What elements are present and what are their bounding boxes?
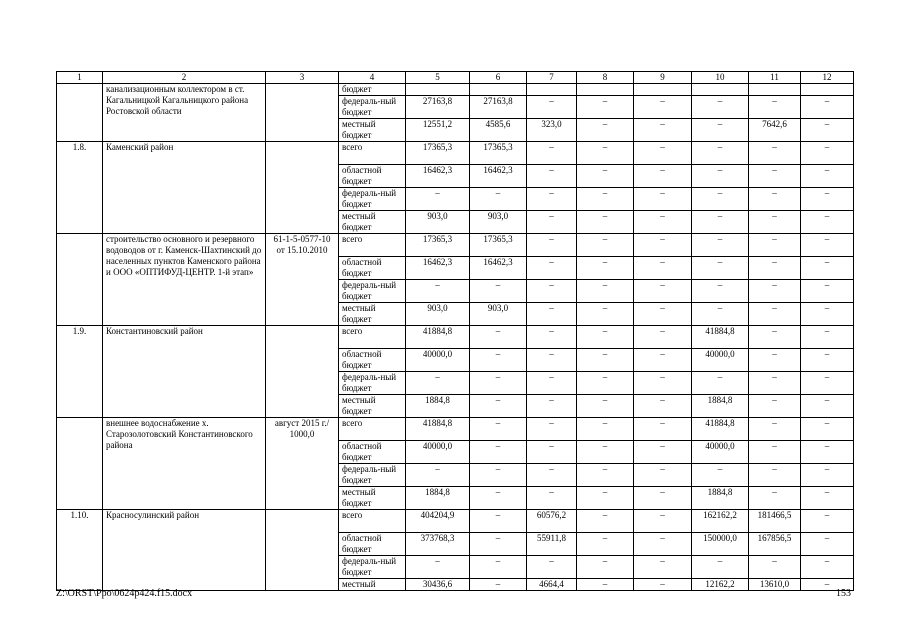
value-cell: – bbox=[527, 441, 577, 464]
value-cell: – bbox=[577, 119, 634, 142]
value-cell: – bbox=[577, 487, 634, 510]
value-cell: – bbox=[692, 280, 749, 303]
value-cell: 16462,3 bbox=[406, 257, 470, 280]
value-cell: 41884,8 bbox=[692, 418, 749, 441]
budget-source: федераль-ный бюджет bbox=[339, 464, 406, 487]
budget-source: федераль-ный бюджет bbox=[339, 556, 406, 579]
budget-table bbox=[56, 71, 854, 591]
value-cell: 40000,0 bbox=[692, 441, 749, 464]
value-cell: – bbox=[527, 418, 577, 441]
value-cell: – bbox=[634, 188, 692, 211]
value-cell: – bbox=[406, 280, 470, 303]
budget-source: областной бюджет bbox=[339, 257, 406, 280]
value-cell: – bbox=[692, 303, 749, 326]
value-cell: – bbox=[470, 533, 527, 556]
value-cell: – bbox=[470, 464, 527, 487]
value-cell: – bbox=[801, 211, 854, 234]
value-cell: 162162,2 bbox=[692, 510, 749, 533]
row-code: август 2015 г./ 1000,0 bbox=[266, 418, 339, 510]
column-header: 2 bbox=[103, 72, 266, 84]
value-cell: – bbox=[406, 464, 470, 487]
table-row bbox=[57, 510, 854, 533]
value-cell: – bbox=[577, 510, 634, 533]
value-cell: – bbox=[801, 96, 854, 119]
budget-source: всего bbox=[339, 142, 406, 165]
value-cell bbox=[577, 84, 634, 96]
value-cell: – bbox=[577, 257, 634, 280]
value-cell: – bbox=[577, 464, 634, 487]
value-cell: – bbox=[692, 211, 749, 234]
row-number: 1.9. bbox=[57, 326, 103, 418]
value-cell: – bbox=[406, 556, 470, 579]
value-cell: – bbox=[577, 395, 634, 418]
value-cell bbox=[634, 84, 692, 96]
value-cell: 373768,3 bbox=[406, 533, 470, 556]
value-cell: 167856,5 bbox=[749, 533, 801, 556]
value-cell: – bbox=[749, 257, 801, 280]
value-cell: – bbox=[749, 142, 801, 165]
page-number: 153 bbox=[836, 588, 851, 599]
value-cell: – bbox=[527, 165, 577, 188]
value-cell: – bbox=[577, 579, 634, 591]
value-cell: – bbox=[577, 441, 634, 464]
value-cell: 404204,9 bbox=[406, 510, 470, 533]
value-cell: – bbox=[470, 487, 527, 510]
value-cell: – bbox=[470, 188, 527, 211]
value-cell: 181466,5 bbox=[749, 510, 801, 533]
column-header: 4 bbox=[339, 72, 406, 84]
budget-source: местный бюджет bbox=[339, 211, 406, 234]
row-name: канализационным коллектором в ст. Кагальницкой Кагальницкого района Ростовской области bbox=[103, 84, 266, 142]
value-cell: – bbox=[801, 326, 854, 349]
value-cell: – bbox=[527, 257, 577, 280]
column-header: 3 bbox=[266, 72, 339, 84]
value-cell: 16462,3 bbox=[406, 165, 470, 188]
table-row bbox=[57, 84, 854, 96]
value-cell bbox=[470, 84, 527, 96]
value-cell: 30436,6 bbox=[406, 579, 470, 591]
value-cell: – bbox=[470, 418, 527, 441]
value-cell: – bbox=[692, 556, 749, 579]
column-header: 8 bbox=[577, 72, 634, 84]
value-cell: 17365,3 bbox=[406, 234, 470, 257]
value-cell: – bbox=[470, 372, 527, 395]
value-cell: – bbox=[801, 579, 854, 591]
column-header: 1 bbox=[57, 72, 103, 84]
value-cell: – bbox=[634, 533, 692, 556]
value-cell: 17365,3 bbox=[470, 142, 527, 165]
value-cell: – bbox=[470, 280, 527, 303]
value-cell: – bbox=[577, 211, 634, 234]
value-cell: – bbox=[577, 533, 634, 556]
column-header: 6 bbox=[470, 72, 527, 84]
value-cell: – bbox=[801, 188, 854, 211]
value-cell: – bbox=[527, 188, 577, 211]
value-cell: 27163,8 bbox=[406, 96, 470, 119]
value-cell: – bbox=[692, 234, 749, 257]
value-cell bbox=[749, 84, 801, 96]
value-cell: 17365,3 bbox=[470, 234, 527, 257]
value-cell: – bbox=[801, 464, 854, 487]
value-cell: – bbox=[801, 234, 854, 257]
row-number bbox=[57, 234, 103, 326]
value-cell: 323,0 bbox=[527, 119, 577, 142]
value-cell: – bbox=[749, 303, 801, 326]
value-cell: – bbox=[801, 257, 854, 280]
value-cell: – bbox=[749, 280, 801, 303]
value-cell: – bbox=[634, 487, 692, 510]
value-cell: – bbox=[577, 303, 634, 326]
value-cell: – bbox=[634, 303, 692, 326]
value-cell: – bbox=[577, 280, 634, 303]
value-cell: – bbox=[470, 349, 527, 372]
value-cell: 150000,0 bbox=[692, 533, 749, 556]
value-cell: 41884,8 bbox=[692, 326, 749, 349]
value-cell: – bbox=[801, 556, 854, 579]
value-cell: 1884,8 bbox=[692, 395, 749, 418]
value-cell: – bbox=[749, 211, 801, 234]
value-cell: – bbox=[527, 556, 577, 579]
value-cell: – bbox=[801, 280, 854, 303]
budget-source: областной бюджет bbox=[339, 441, 406, 464]
budget-source: всего bbox=[339, 326, 406, 349]
value-cell: 27163,8 bbox=[470, 96, 527, 119]
budget-source: всего bbox=[339, 510, 406, 533]
value-cell: 903,0 bbox=[470, 303, 527, 326]
row-code bbox=[266, 326, 339, 418]
value-cell: – bbox=[692, 372, 749, 395]
value-cell: – bbox=[692, 188, 749, 211]
value-cell: – bbox=[692, 257, 749, 280]
value-cell: – bbox=[692, 119, 749, 142]
value-cell: – bbox=[634, 464, 692, 487]
value-cell: 40000,0 bbox=[406, 441, 470, 464]
value-cell: 16462,3 bbox=[470, 257, 527, 280]
value-cell: 4664,4 bbox=[527, 579, 577, 591]
value-cell: – bbox=[527, 211, 577, 234]
value-cell: – bbox=[801, 119, 854, 142]
value-cell: – bbox=[577, 372, 634, 395]
value-cell: 17365,3 bbox=[406, 142, 470, 165]
value-cell: 13610,0 bbox=[749, 579, 801, 591]
value-cell bbox=[692, 84, 749, 96]
row-name: внешнее водоснабжение х. Старозолотовский Константиновского района bbox=[103, 418, 266, 510]
value-cell: – bbox=[749, 441, 801, 464]
value-cell: – bbox=[470, 326, 527, 349]
value-cell: – bbox=[692, 96, 749, 119]
header-row bbox=[57, 72, 854, 84]
row-code bbox=[266, 142, 339, 234]
budget-source: всего bbox=[339, 234, 406, 257]
row-name: Каменский район bbox=[103, 142, 266, 234]
value-cell: – bbox=[577, 556, 634, 579]
value-cell: – bbox=[634, 234, 692, 257]
value-cell: 1884,8 bbox=[692, 487, 749, 510]
table-row bbox=[57, 142, 854, 165]
value-cell: – bbox=[634, 211, 692, 234]
value-cell: 7642,6 bbox=[749, 119, 801, 142]
value-cell: – bbox=[577, 188, 634, 211]
value-cell: – bbox=[749, 96, 801, 119]
value-cell: – bbox=[470, 510, 527, 533]
table-row bbox=[57, 326, 854, 349]
value-cell: – bbox=[749, 556, 801, 579]
value-cell: 903,0 bbox=[470, 211, 527, 234]
row-number bbox=[57, 418, 103, 510]
budget-source: местный bbox=[339, 579, 406, 591]
value-cell: – bbox=[527, 464, 577, 487]
budget-source: местный бюджет bbox=[339, 119, 406, 142]
value-cell: – bbox=[470, 441, 527, 464]
value-cell: – bbox=[749, 487, 801, 510]
value-cell: 16462,3 bbox=[470, 165, 527, 188]
value-cell: – bbox=[634, 349, 692, 372]
value-cell: – bbox=[801, 303, 854, 326]
value-cell: 40000,0 bbox=[692, 349, 749, 372]
value-cell: 1884,8 bbox=[406, 487, 470, 510]
value-cell: – bbox=[577, 96, 634, 119]
value-cell: – bbox=[801, 441, 854, 464]
value-cell: – bbox=[577, 326, 634, 349]
value-cell: – bbox=[634, 119, 692, 142]
value-cell bbox=[801, 84, 854, 96]
value-cell: – bbox=[527, 303, 577, 326]
budget-source: федераль-ный бюджет bbox=[339, 372, 406, 395]
row-number: 1.10. bbox=[57, 510, 103, 591]
budget-source: областной бюджет bbox=[339, 165, 406, 188]
value-cell: 41884,8 bbox=[406, 326, 470, 349]
value-cell: – bbox=[749, 395, 801, 418]
value-cell: – bbox=[801, 372, 854, 395]
value-cell: 1884,8 bbox=[406, 395, 470, 418]
value-cell: – bbox=[749, 349, 801, 372]
value-cell: – bbox=[749, 326, 801, 349]
value-cell: 41884,8 bbox=[406, 418, 470, 441]
value-cell: – bbox=[801, 487, 854, 510]
budget-source: бюджет bbox=[339, 84, 406, 96]
value-cell: 40000,0 bbox=[406, 349, 470, 372]
column-header: 11 bbox=[749, 72, 801, 84]
value-cell: – bbox=[527, 349, 577, 372]
table-row bbox=[57, 234, 854, 257]
value-cell: – bbox=[577, 418, 634, 441]
value-cell: – bbox=[577, 234, 634, 257]
value-cell: – bbox=[801, 165, 854, 188]
value-cell: – bbox=[634, 441, 692, 464]
value-cell: – bbox=[634, 395, 692, 418]
column-header: 10 bbox=[692, 72, 749, 84]
value-cell: – bbox=[527, 395, 577, 418]
column-header: 12 bbox=[801, 72, 854, 84]
value-cell: – bbox=[634, 280, 692, 303]
value-cell: – bbox=[749, 234, 801, 257]
value-cell: – bbox=[634, 510, 692, 533]
value-cell: – bbox=[749, 165, 801, 188]
value-cell: – bbox=[527, 234, 577, 257]
value-cell: – bbox=[801, 533, 854, 556]
row-code bbox=[266, 84, 339, 142]
value-cell: – bbox=[801, 349, 854, 372]
value-cell: – bbox=[406, 188, 470, 211]
value-cell: – bbox=[692, 165, 749, 188]
value-cell: 903,0 bbox=[406, 211, 470, 234]
value-cell: – bbox=[634, 326, 692, 349]
value-cell: – bbox=[692, 464, 749, 487]
value-cell: – bbox=[749, 188, 801, 211]
value-cell: – bbox=[634, 257, 692, 280]
value-cell: – bbox=[692, 142, 749, 165]
value-cell: – bbox=[577, 349, 634, 372]
value-cell: – bbox=[470, 579, 527, 591]
row-name: строительство основного и резервного водоводов от г. Каменск-Шахтинский до населенных пунктов Каменского района и ООО «ОПТИФУД-ЦЕНТР. 1-й этап» bbox=[103, 234, 266, 326]
column-header: 7 bbox=[527, 72, 577, 84]
value-cell: – bbox=[749, 372, 801, 395]
value-cell: – bbox=[527, 326, 577, 349]
value-cell: – bbox=[749, 464, 801, 487]
value-cell: – bbox=[749, 418, 801, 441]
value-cell: – bbox=[634, 418, 692, 441]
value-cell: – bbox=[801, 395, 854, 418]
value-cell: – bbox=[577, 165, 634, 188]
value-cell: – bbox=[801, 142, 854, 165]
value-cell: – bbox=[634, 96, 692, 119]
value-cell: – bbox=[527, 96, 577, 119]
table-row bbox=[57, 418, 854, 441]
budget-source: федераль-ный бюджет bbox=[339, 280, 406, 303]
value-cell: 4585,6 bbox=[470, 119, 527, 142]
row-name: Константиновский район bbox=[103, 326, 266, 418]
value-cell: – bbox=[801, 510, 854, 533]
budget-source: местный бюджет bbox=[339, 395, 406, 418]
column-header: 5 bbox=[406, 72, 470, 84]
value-cell: – bbox=[470, 395, 527, 418]
value-cell: – bbox=[634, 165, 692, 188]
budget-source: всего bbox=[339, 418, 406, 441]
value-cell: 55911,8 bbox=[527, 533, 577, 556]
row-name: Красносулинский район bbox=[103, 510, 266, 591]
value-cell: – bbox=[527, 280, 577, 303]
value-cell: 903,0 bbox=[406, 303, 470, 326]
value-cell: – bbox=[634, 372, 692, 395]
value-cell bbox=[527, 84, 577, 96]
column-header: 9 bbox=[634, 72, 692, 84]
value-cell: 12551,2 bbox=[406, 119, 470, 142]
value-cell: – bbox=[406, 372, 470, 395]
value-cell: 12162,2 bbox=[692, 579, 749, 591]
value-cell: – bbox=[527, 487, 577, 510]
value-cell: – bbox=[527, 372, 577, 395]
budget-source: федераль-ный бюджет bbox=[339, 96, 406, 119]
budget-source: местный бюджет bbox=[339, 303, 406, 326]
row-code: 61-1-5-0577-10 от 15.10.2010 bbox=[266, 234, 339, 326]
value-cell: – bbox=[634, 142, 692, 165]
row-number: 1.8. bbox=[57, 142, 103, 234]
file-path: Z:\ORST\Ppo\0624p424.f15.docx bbox=[56, 588, 193, 599]
budget-source: местный бюджет bbox=[339, 487, 406, 510]
budget-source: федераль-ный бюджет bbox=[339, 188, 406, 211]
value-cell: – bbox=[634, 556, 692, 579]
value-cell: – bbox=[801, 418, 854, 441]
row-code bbox=[266, 510, 339, 591]
value-cell: – bbox=[634, 579, 692, 591]
value-cell: – bbox=[470, 556, 527, 579]
value-cell bbox=[406, 84, 470, 96]
value-cell: – bbox=[527, 142, 577, 165]
value-cell: 60576,2 bbox=[527, 510, 577, 533]
value-cell: – bbox=[577, 142, 634, 165]
budget-source: областной бюджет bbox=[339, 533, 406, 556]
row-number bbox=[57, 84, 103, 142]
budget-source: областной бюджет bbox=[339, 349, 406, 372]
